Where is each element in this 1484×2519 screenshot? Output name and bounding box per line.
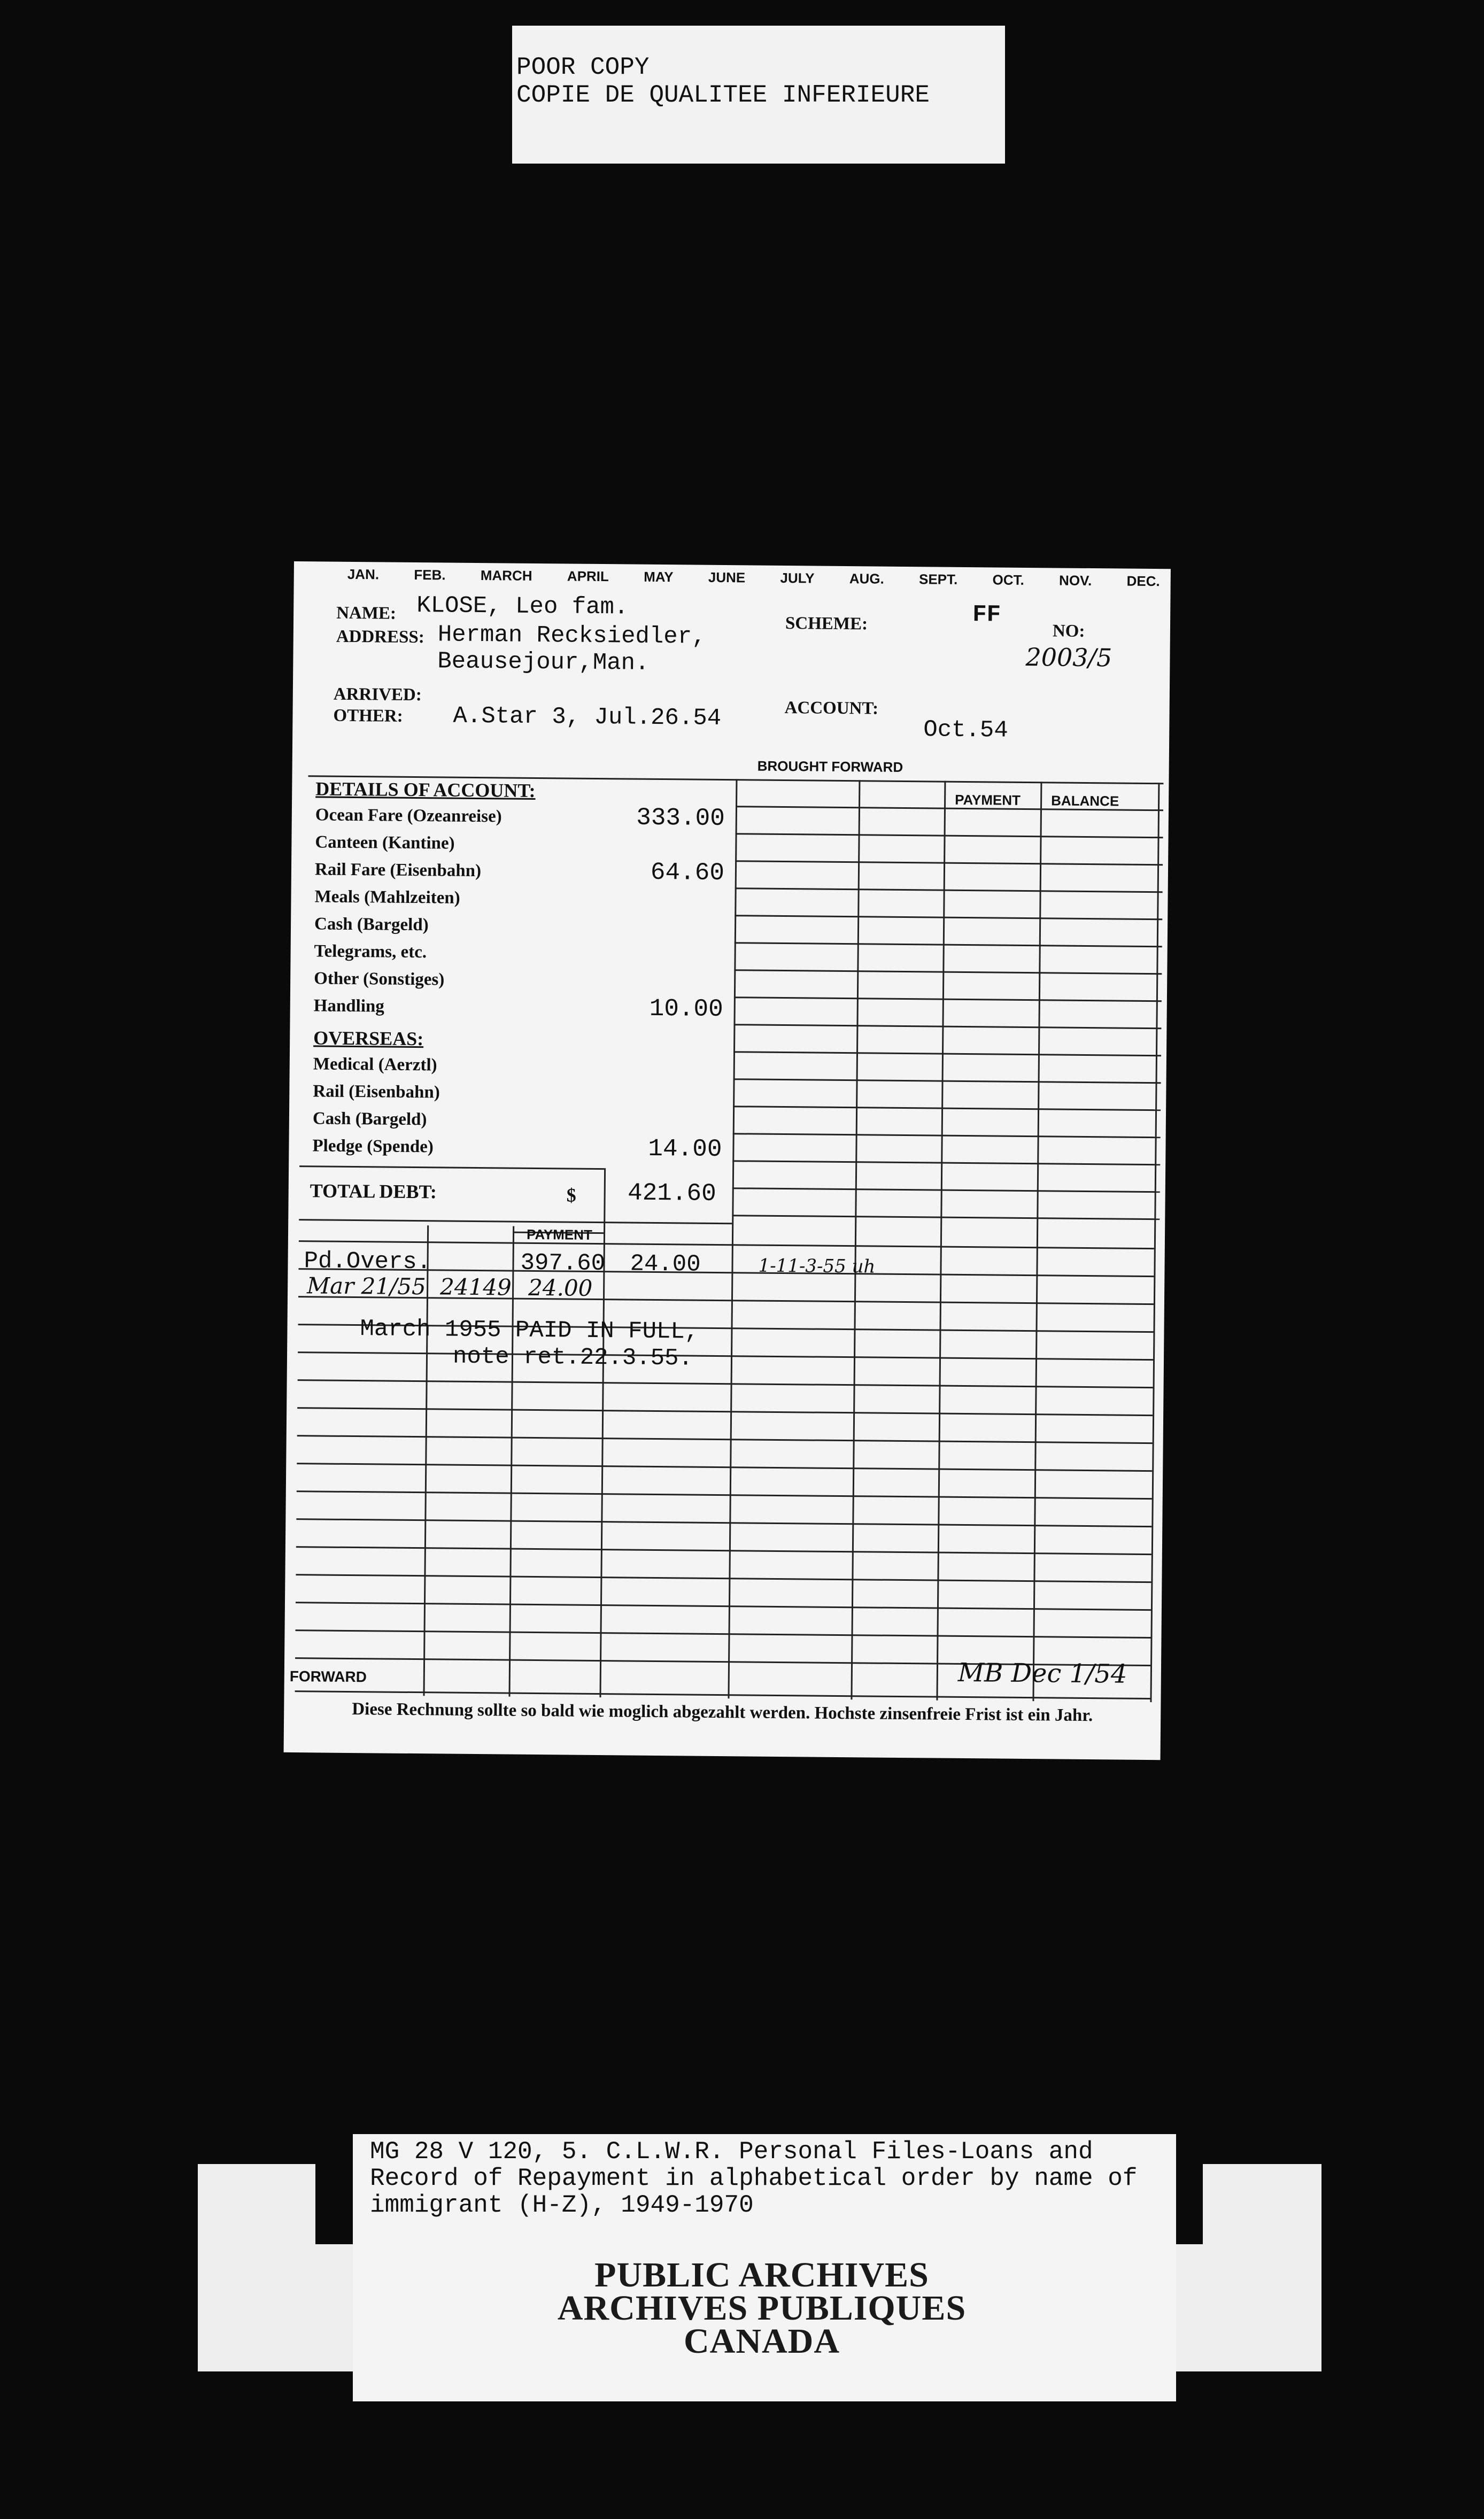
account-item-label: Other (Sonstiges) xyxy=(314,969,445,990)
scheme-value: FF xyxy=(972,601,1001,629)
address-line1: Herman Recksiedler, xyxy=(437,621,706,651)
pd-overs-note: 1-11-3-55 uh xyxy=(758,1255,876,1278)
grid-rule xyxy=(735,860,1163,866)
month-label: MARCH xyxy=(480,567,532,584)
total-currency: $ xyxy=(566,1184,576,1206)
grid-rule xyxy=(735,915,1162,920)
payment-col-label: PAYMENT xyxy=(526,1226,592,1243)
grid-rule xyxy=(732,1160,1160,1165)
grid-rule xyxy=(734,996,1162,1002)
payment-amount: 24.00 xyxy=(528,1274,593,1301)
arrived-label: ARRIVED: xyxy=(333,684,422,705)
grid-rule xyxy=(733,1051,1161,1056)
grid-rule xyxy=(733,1078,1161,1084)
grid-rule xyxy=(733,1024,1161,1029)
grid-rule xyxy=(732,1187,1160,1193)
month-label: JULY xyxy=(780,569,815,586)
month-label: FEB. xyxy=(414,566,446,583)
grid-rule xyxy=(736,833,1163,838)
month-label: DEC. xyxy=(1126,573,1160,590)
poor-copy-line1: POOR COPY xyxy=(516,53,650,81)
account-item-label: Medical (Aerztl) xyxy=(313,1054,437,1075)
payment-ref: 24149 xyxy=(439,1273,512,1301)
name-value: KLOSE, Leo fam. xyxy=(416,592,629,621)
account-item-amount: 333.00 xyxy=(636,803,725,833)
grid-rule xyxy=(1032,782,1042,1701)
account-item-label: Pledge (Spende) xyxy=(312,1136,434,1157)
poor-copy-label xyxy=(512,26,1005,164)
pd-overs-label: Pd.Overs. xyxy=(304,1248,431,1276)
account-label: ACCOUNT: xyxy=(784,698,879,718)
account-item-label: Cash (Bargeld) xyxy=(312,1109,427,1130)
paid-in-full-line1: March 1955 PAID IN FULL, xyxy=(360,1316,699,1346)
stamp-line3: CANADA xyxy=(684,2322,840,2361)
card-footnote: Diese Rechnung sollte so bald wie moglich abgezahlt werden. Hochste zinsenfreie Frist ist ein Jahr. xyxy=(352,1699,1093,1726)
payment-header: PAYMENT xyxy=(955,791,1021,808)
grid-rule xyxy=(728,779,737,1698)
account-item-label: Meals (Mahlzeiten) xyxy=(314,887,460,908)
grid-rule xyxy=(733,1106,1161,1111)
account-item-label: Rail (Eisenbahn) xyxy=(313,1081,440,1102)
brought-forward-label: BROUGHT FORWARD xyxy=(757,758,903,775)
account-item-amount: 14.00 xyxy=(648,1134,722,1164)
account-item-label: Ocean Fare (Ozeanreise) xyxy=(315,805,502,826)
pd-overs-payment: 397.60 xyxy=(520,1249,606,1278)
month-label: NOV. xyxy=(1058,572,1092,589)
month-label: SEPT. xyxy=(918,571,958,588)
stamp-line2: ARCHIVES PUBLIQUES xyxy=(557,2289,967,2328)
no-value: 2003/5 xyxy=(1025,642,1112,673)
total-debt-value: 421.60 xyxy=(627,1179,716,1208)
pd-overs-balance: 24.00 xyxy=(630,1250,701,1278)
signoff-initials: MB Dec 1/54 xyxy=(957,1657,1127,1689)
grid-rule xyxy=(734,969,1162,975)
grid-rule xyxy=(732,1215,1160,1220)
name-label: NAME: xyxy=(336,603,397,623)
account-item-label: Rail Fare (Eisenbahn) xyxy=(314,860,482,881)
grid-rule xyxy=(733,1133,1161,1138)
balance-header: BALANCE xyxy=(1051,792,1119,809)
account-item-label: Cash (Bargeld) xyxy=(314,914,429,935)
grid-rule xyxy=(735,942,1162,947)
account-item-label: Handling xyxy=(313,996,384,1016)
month-label: JUNE xyxy=(708,569,746,586)
month-label: OCT. xyxy=(992,571,1024,588)
payment-date: Mar 21/55 xyxy=(306,1272,426,1300)
overseas-title: OVERSEAS: xyxy=(313,1027,424,1050)
panel-notch-right xyxy=(1176,2164,1203,2244)
address-line2: Beausejour,Man. xyxy=(437,648,650,677)
no-label: NO: xyxy=(1052,621,1085,641)
other-label: OTHER: xyxy=(333,706,403,726)
archive-reference: MG 28 V 120, 5. C.L.W.R. Personal Files-Loans and Record of Repayment in alphabetical order by name of immigrant (H-Z), 1949-1970 xyxy=(370,2138,1138,2219)
account-item-amount: 10.00 xyxy=(649,994,723,1024)
month-label: MAY xyxy=(644,568,674,585)
grid-rule xyxy=(299,1165,604,1170)
account-item-label: Telegrams, etc. xyxy=(314,941,427,962)
account-item-label: Canteen (Kantine) xyxy=(315,832,455,853)
grid-rule xyxy=(1150,783,1160,1702)
other-value: A.Star 3, Jul.26.54 xyxy=(453,702,722,732)
address-label: ADDRESS: xyxy=(336,627,424,647)
account-item-amount: 64.60 xyxy=(650,858,725,887)
months-header xyxy=(347,566,1160,590)
grid-rule xyxy=(299,1219,732,1224)
grid-rule xyxy=(599,1168,606,1697)
details-title: DETAILS OF ACCOUNT: xyxy=(315,778,536,801)
total-debt-label: TOTAL DEBT: xyxy=(310,1180,437,1203)
grid-rule xyxy=(936,781,946,1701)
public-archives-stamp xyxy=(535,2255,989,2361)
forward-label: FORWARD xyxy=(289,1668,367,1686)
account-card xyxy=(284,561,1171,1760)
month-label: JAN. xyxy=(347,566,380,583)
paid-in-full-line2: note ret.22.3.55. xyxy=(452,1343,693,1372)
stamp-line1: PUBLIC ARCHIVES xyxy=(594,2255,929,2294)
panel-notch-left xyxy=(315,2164,353,2244)
poor-copy-line2: COPIE DE QUALITEE INFERIEURE xyxy=(516,81,930,109)
scheme-label: SCHEME: xyxy=(785,614,868,634)
month-label: AUG. xyxy=(849,570,884,587)
grid-rule xyxy=(851,780,860,1699)
account-value: Oct.54 xyxy=(923,716,1008,744)
grid-rule xyxy=(735,887,1163,893)
month-label: APRIL xyxy=(567,568,609,585)
